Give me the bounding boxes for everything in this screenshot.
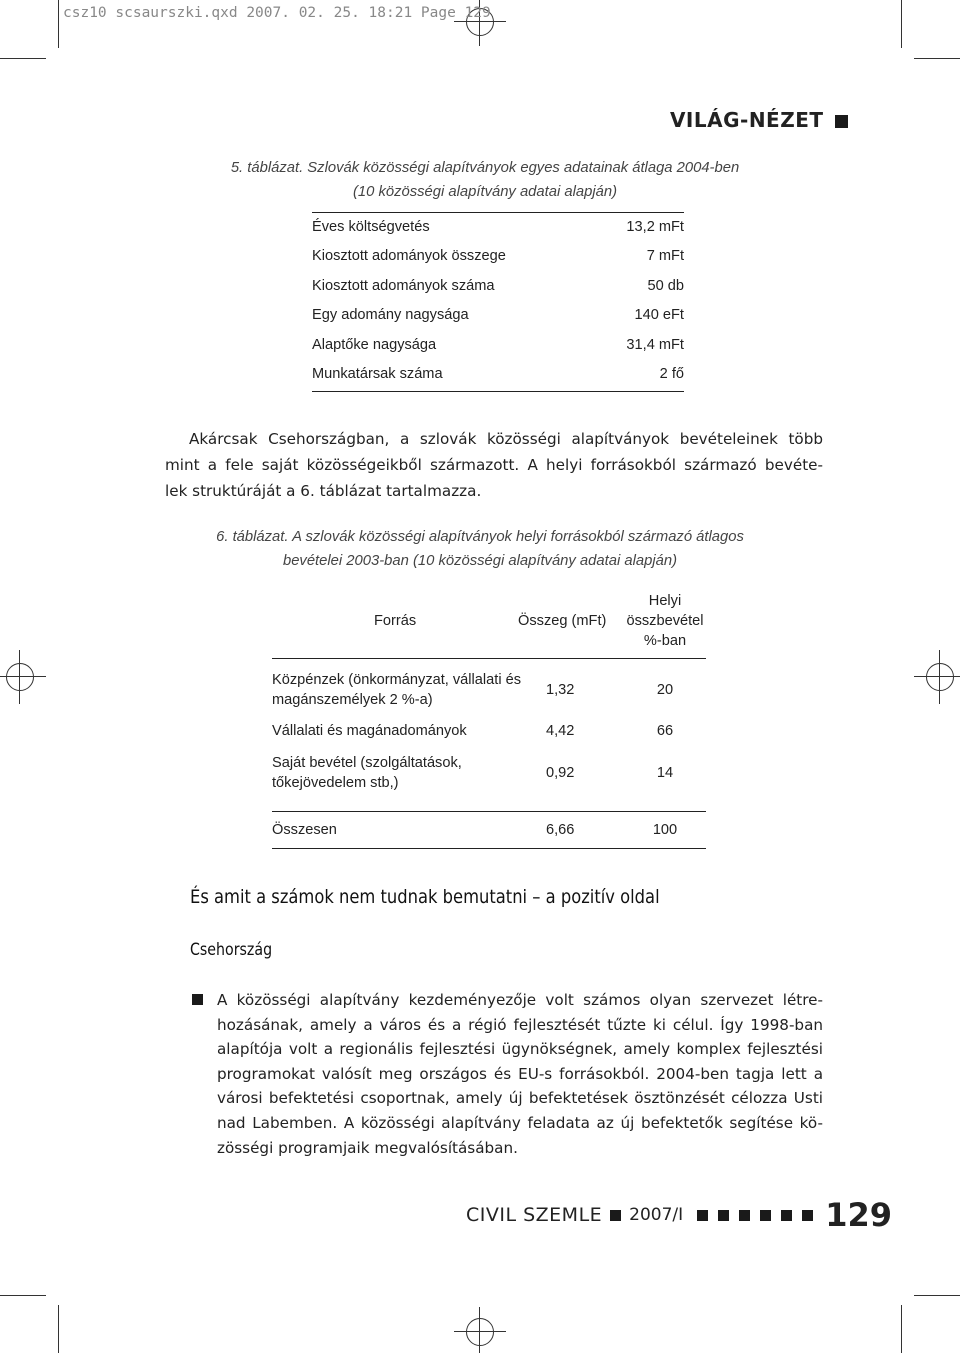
row-share: 20 [656,682,674,698]
row-source [272,670,522,710]
header-amount: Összeg (mFt) [518,613,607,629]
section-header [670,108,848,132]
registration-mark-top-h [454,21,506,22]
paragraph-line: hozásának, amely a város és a régió fejlesztését tűzte ki célul. Így 1998-ban [217,1015,823,1034]
square-bullet-icon [760,1210,771,1221]
row-source-line2: magánszemélyek 2 %-a) [272,692,433,708]
square-bullet-icon [697,1210,708,1221]
square-bullet-icon [835,115,848,128]
row-label: Éves költségvetés [312,219,430,235]
square-bullet-icon [781,1210,792,1221]
table5-caption-line1: 5. táblázat. Szlovák közösségi alapítványok egyes adatainak átlaga 2004-ben [230,160,740,176]
paragraph-line: programokat valósít meg országos és EU-s forrásokból. 2004-ben tagja lett a [217,1064,823,1083]
crop-mark-bottom-left-h [0,1295,46,1296]
crop-mark-bottom-left-v [58,1305,59,1353]
row-value: 140 eFt [634,307,684,324]
row-source [272,753,512,793]
table6-header-row [272,584,706,659]
header-source: Forrás [374,613,417,629]
registration-mark-right [926,663,954,691]
row-share: 66 [656,723,674,739]
row-value: 50 db [647,277,684,294]
paragraph-1 [165,426,823,504]
row-label: Kiosztott adományok száma [312,277,495,294]
paragraph-line: városi befektetési csoportnak, amely új befektetések ösztönzését célozza Usti [217,1089,823,1108]
paragraph-line: Akárcsak Csehországban, a szlovák közösségi alapítványok bevételeinek több [189,430,823,448]
table-row [312,301,684,330]
table5-caption-line2: (10 közösségi alapítvány adatai alapján) [352,184,618,200]
crop-mark-bottom-right-h [914,1295,960,1296]
table-row [312,331,684,360]
square-bullet-icon [610,1210,621,1221]
square-bullet-icon [192,994,203,1005]
row-label: Egy adomány nagysága [312,307,469,324]
registration-mark-left [6,663,34,691]
paragraph-line: alapítója volt a regionális fejlesztési ügynökségnek, amely komplex fejlesztési [217,1040,823,1059]
square-bullet-icon [739,1210,750,1221]
crop-mark-top-right-v [901,0,902,48]
journal-name: CIVIL SZEMLE [466,1204,603,1226]
header-share-line3: %-ban [643,633,687,649]
section-heading: És amit a számok nem tudnak bemutatni – a pozitív oldal [190,886,660,908]
crop-mark-top-left-v [58,0,59,48]
square-bullet-icon [718,1210,729,1221]
row-value: 7 mFt [646,248,684,265]
paragraph-line: nad Labemben. A közösségi alapítvány feladata az új befektetők segítése kö- [217,1113,823,1132]
row-value: 2 fő [659,365,684,382]
row-amount: 4,42 [546,723,575,739]
paragraph-line: zösségi programjaik megvalósításában. [217,1138,518,1157]
page-footer [466,1196,892,1234]
bullet-paragraph [217,988,823,1160]
table6 [272,584,706,849]
header-share-line2: összbevétel [626,613,704,629]
table6-caption-line2: bevételei 2003-ban (10 közösségi alapítvány adatai alapján) [282,553,678,569]
row-source-line1: Közpénzek (önkormányzat, vállalati és [272,672,522,688]
section-subheading: Csehország [190,940,273,959]
crop-mark-top-right-h [914,58,960,59]
table-total-row [272,811,706,849]
row-label: Kiosztott adományok összege [312,248,506,265]
registration-mark-left-v [19,650,20,704]
table-row [312,213,684,242]
row-amount: 1,32 [546,682,575,698]
registration-mark-right-h [914,676,960,677]
page-number: 129 [825,1196,892,1234]
total-amount: 6,66 [546,822,575,838]
paragraph-line: A közösségi alapítvány kezdeményezője volt számos olyan szervezet létre- [217,991,823,1009]
paragraph-line: mint a fele saját közösségeikből származott. A helyi forrásokból származó bevéte- [165,456,823,474]
row-label: Alaptőke nagysága [312,336,437,353]
total-share: 100 [652,822,678,838]
table-row [312,242,684,271]
table-row [272,659,706,719]
row-source-line1: Saját bevétel (szolgáltatások, [272,755,462,771]
total-source: Összesen [272,822,337,838]
header-share [624,591,706,651]
crop-mark-bottom-right-v [901,1305,902,1353]
table5 [312,212,684,392]
row-share: 14 [656,765,674,781]
table-row [312,272,684,301]
registration-mark-bottom-h [454,1331,506,1332]
registration-mark-bottom-v [479,1307,480,1353]
row-value: 13,2 mFt [626,219,684,235]
square-bullet-icon [802,1210,813,1221]
paragraph-line: lek struktúráját a 6. táblázat tartalmazza. [165,482,482,500]
crop-mark-top-left-h [0,58,46,59]
row-amount: 0,92 [546,765,575,781]
issue-label: 2007/I [629,1205,684,1225]
registration-mark-bottom [466,1318,494,1346]
registration-mark-left-h [0,676,46,677]
row-source-line2: tőkejövedelem stb,) [272,775,399,791]
row-source: Vállalati és magánadományok [272,723,467,739]
section-header-label: VILÁG-NÉZET [669,108,824,132]
table6-caption-line1: 6. táblázat. A szlovák közösségi alapítványok helyi forrásokból származó átlagos [216,529,744,545]
table-row [312,360,684,389]
row-value: 31,4 mFt [626,336,684,353]
print-slug: csz10 scsaurszki.qxd 2007. 02. 25. 18:21 Page 129 [63,5,491,21]
table-row [272,719,706,743]
registration-mark-right-v [939,650,940,704]
header-share-line1: Helyi [648,593,682,609]
table-row [272,743,706,803]
table5-bottom-rule [312,391,684,392]
row-label: Munkatársak száma [312,365,443,382]
